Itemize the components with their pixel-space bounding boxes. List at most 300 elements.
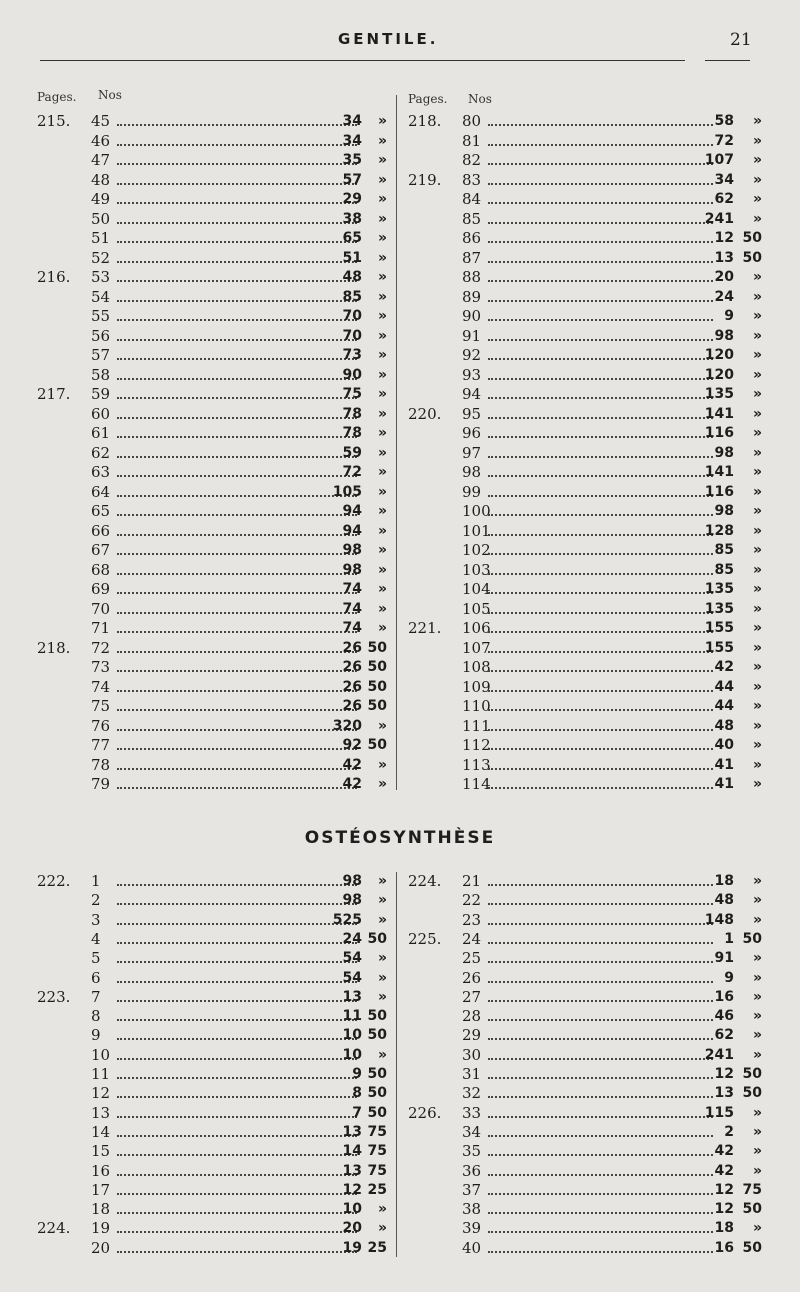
table-row — [408, 424, 762, 444]
price-francs: 26 — [342, 639, 362, 656]
price-centimes: » — [377, 464, 387, 480]
price-centimes: » — [752, 542, 762, 558]
item-number: 10 — [91, 1045, 111, 1064]
table-row — [37, 1219, 387, 1239]
table-row — [37, 1026, 387, 1046]
dot-leader — [117, 1199, 357, 1214]
price-centimes: 50 — [367, 1066, 387, 1082]
dot-leader — [488, 579, 713, 594]
item-number: 89 — [462, 287, 482, 306]
item-number: 60 — [91, 404, 111, 423]
dot-leader — [488, 228, 713, 243]
price-francs: 34 — [714, 171, 734, 188]
dot-leader — [117, 1083, 357, 1098]
item-number: 47 — [91, 151, 111, 169]
item-number: 82 — [462, 151, 482, 169]
table-row — [37, 112, 387, 132]
price-centimes: » — [752, 210, 762, 227]
dot-leader — [488, 1141, 713, 1156]
table-row — [37, 327, 387, 347]
price-centimes: » — [752, 327, 762, 344]
table-row — [37, 1065, 387, 1085]
dot-leader — [117, 423, 357, 438]
price-centimes: » — [377, 269, 387, 285]
table-row — [37, 911, 387, 931]
dot-leader — [488, 267, 713, 282]
item-number: 5 — [91, 949, 101, 968]
dot-leader — [117, 1141, 357, 1156]
item-number: 98 — [462, 463, 482, 481]
price-francs: 35 — [342, 152, 362, 168]
price-centimes: » — [377, 522, 387, 539]
item-number: 86 — [462, 229, 482, 247]
table-row — [37, 307, 387, 327]
page-ref: 215. — [37, 112, 71, 130]
price-francs: 74 — [342, 600, 362, 617]
table-row — [408, 444, 762, 464]
dot-leader — [488, 735, 713, 750]
price-francs: 62 — [714, 1027, 734, 1044]
item-number: 88 — [462, 268, 482, 286]
price-centimes: » — [377, 503, 387, 519]
dot-leader — [117, 1006, 357, 1021]
price-francs: 98 — [342, 542, 362, 558]
dot-leader — [488, 1218, 713, 1233]
table-row — [37, 346, 387, 366]
item-number: 95 — [462, 404, 482, 423]
dot-leader — [117, 1180, 357, 1195]
dot-leader — [117, 638, 357, 653]
dot-leader — [488, 871, 713, 886]
price-francs: 9 — [352, 1066, 362, 1082]
price-francs: 90 — [342, 366, 362, 383]
table-row — [37, 210, 387, 230]
price-francs: 16 — [714, 1239, 734, 1256]
dot-leader — [117, 1238, 357, 1253]
item-number: 58 — [91, 365, 111, 384]
dot-leader — [117, 1064, 357, 1079]
item-number: 66 — [91, 521, 111, 540]
price-francs: 26 — [342, 659, 362, 675]
price-francs: 115 — [704, 1104, 734, 1121]
dot-leader — [488, 170, 713, 185]
price-centimes: » — [752, 561, 762, 578]
dot-leader — [488, 111, 713, 126]
table-row — [37, 171, 387, 191]
item-number: 107 — [462, 638, 491, 657]
price-centimes: » — [752, 873, 762, 889]
table-row — [408, 1200, 762, 1220]
table-row — [37, 1046, 387, 1066]
dot-leader — [117, 871, 357, 886]
dot-leader — [117, 482, 357, 497]
item-number: 55 — [91, 307, 111, 325]
dot-leader — [117, 521, 357, 536]
price-centimes: » — [752, 366, 762, 383]
price-francs: 12 — [714, 230, 734, 246]
item-number: 85 — [462, 209, 482, 228]
price-centimes: » — [752, 756, 762, 773]
item-number: 38 — [462, 1200, 482, 1219]
table-row — [408, 171, 762, 191]
table-row — [37, 619, 387, 639]
dot-leader — [488, 150, 713, 165]
item-number: 77 — [91, 736, 111, 754]
dot-leader — [117, 735, 357, 750]
price-francs: 54 — [342, 950, 362, 967]
dot-leader — [117, 1025, 357, 1040]
page-ref: 225. — [408, 929, 442, 948]
price-francs: 40 — [714, 737, 734, 753]
price-centimes: » — [377, 911, 387, 928]
item-number: 106 — [462, 619, 491, 637]
price-francs: 107 — [704, 152, 734, 168]
price-centimes: » — [377, 386, 387, 402]
table-row — [408, 872, 762, 892]
price-francs: 20 — [342, 1220, 362, 1237]
item-number: 32 — [462, 1084, 482, 1103]
price-centimes: » — [377, 776, 387, 792]
table-row — [408, 366, 762, 386]
item-number: 69 — [91, 580, 111, 598]
dot-leader — [117, 170, 357, 185]
price-francs: 78 — [342, 405, 362, 422]
dot-leader — [488, 968, 713, 983]
col-header-pages-left: Pages. — [37, 90, 77, 104]
item-number: 54 — [91, 287, 111, 306]
table-row — [37, 1104, 387, 1124]
price-francs: 10 — [342, 1046, 362, 1063]
column-divider-top — [396, 95, 397, 790]
price-francs: 116 — [704, 483, 734, 500]
item-number: 29 — [462, 1026, 482, 1045]
price-francs: 148 — [704, 911, 734, 928]
table-row — [408, 1142, 762, 1162]
table-row — [408, 1162, 762, 1182]
price-centimes: » — [752, 698, 762, 714]
price-centimes: 50 — [742, 249, 762, 266]
item-number: 12 — [91, 1084, 111, 1103]
price-centimes: » — [752, 1104, 762, 1121]
dot-leader — [488, 248, 713, 263]
dot-leader — [488, 910, 713, 925]
table-row — [37, 639, 387, 659]
table-row — [37, 190, 387, 210]
price-centimes: » — [752, 1123, 762, 1140]
price-francs: 2 — [724, 1123, 734, 1140]
price-centimes: 50 — [367, 659, 387, 675]
item-number: 35 — [462, 1142, 482, 1161]
price-centimes: » — [377, 542, 387, 558]
table-row — [37, 561, 387, 581]
dot-leader — [117, 287, 357, 302]
price-francs: 85 — [714, 561, 734, 578]
dot-leader — [117, 189, 357, 204]
table-row — [408, 736, 762, 756]
price-francs: 42 — [714, 1143, 734, 1160]
item-number: 73 — [91, 658, 111, 676]
price-francs: 42 — [342, 756, 362, 773]
price-centimes: » — [377, 950, 387, 967]
dot-leader — [488, 326, 713, 341]
item-number: 46 — [91, 131, 111, 150]
price-centimes: » — [377, 347, 387, 363]
table-row — [408, 697, 762, 717]
page-ref: 224. — [408, 872, 442, 890]
table-row — [408, 210, 762, 230]
item-number: 59 — [91, 385, 111, 403]
table-row — [408, 268, 762, 288]
dot-leader — [488, 501, 713, 516]
price-francs: 120 — [704, 366, 734, 383]
dot-leader — [117, 131, 357, 146]
table-row — [37, 717, 387, 737]
page-ref: 217. — [37, 385, 71, 403]
dot-leader — [488, 306, 713, 321]
table-row — [37, 1123, 387, 1143]
item-number: 3 — [91, 910, 101, 929]
price-francs: 525 — [332, 911, 362, 928]
price-francs: 12 — [714, 1201, 734, 1218]
table-row — [408, 346, 762, 366]
table-row — [408, 930, 762, 950]
item-number: 36 — [462, 1161, 482, 1180]
section-title-osteosynthese: OSTÉOSYNTHÈSE — [304, 828, 496, 848]
price-centimes: 50 — [367, 639, 387, 656]
table-row — [408, 891, 762, 911]
price-centimes: » — [752, 1027, 762, 1044]
dot-leader — [488, 404, 713, 419]
price-francs: 13 — [342, 1123, 362, 1140]
dot-leader — [488, 755, 713, 770]
dot-leader — [117, 599, 357, 614]
price-francs: 85 — [714, 542, 734, 558]
item-number: 23 — [462, 910, 482, 929]
dot-leader — [117, 150, 357, 165]
dot-leader — [488, 521, 713, 536]
page-ref: 222. — [37, 872, 71, 890]
dot-leader — [488, 774, 713, 789]
price-centimes: » — [752, 1162, 762, 1179]
price-francs: 41 — [714, 756, 734, 773]
table-row — [408, 1046, 762, 1066]
item-number: 31 — [462, 1065, 482, 1083]
dot-leader — [117, 579, 357, 594]
item-number: 71 — [91, 619, 111, 637]
table-row — [408, 988, 762, 1008]
price-centimes: » — [752, 405, 762, 422]
price-centimes: » — [752, 444, 762, 461]
item-number: 96 — [462, 424, 482, 442]
item-number: 78 — [91, 755, 111, 774]
item-number: 79 — [91, 775, 111, 793]
price-francs: 16 — [714, 988, 734, 1005]
price-francs: 13 — [342, 988, 362, 1005]
item-number: 108 — [462, 658, 491, 676]
dot-leader — [488, 384, 713, 399]
table-row — [37, 229, 387, 249]
item-number: 102 — [462, 541, 491, 559]
price-francs: 155 — [704, 639, 734, 656]
page-ref: 224. — [37, 1219, 71, 1238]
table-row — [408, 1239, 762, 1259]
dot-leader — [117, 1103, 357, 1118]
item-number: 91 — [462, 326, 482, 345]
dot-leader — [488, 1103, 713, 1118]
price-centimes: » — [752, 950, 762, 967]
item-number: 13 — [91, 1103, 111, 1122]
price-francs: 24 — [342, 930, 362, 947]
item-number: 76 — [91, 716, 111, 735]
price-centimes: 50 — [367, 1008, 387, 1025]
price-centimes: » — [752, 191, 762, 207]
price-francs: 72 — [714, 132, 734, 149]
table-row — [408, 463, 762, 483]
price-francs: 42 — [714, 1162, 734, 1179]
item-number: 64 — [91, 482, 111, 501]
price-francs: 116 — [704, 425, 734, 441]
price-centimes: » — [377, 756, 387, 773]
price-francs: 41 — [714, 776, 734, 792]
dot-leader — [117, 948, 357, 963]
table-row — [408, 911, 762, 931]
price-centimes: 50 — [742, 1085, 762, 1102]
price-centimes: 50 — [367, 678, 387, 695]
price-francs: 70 — [342, 327, 362, 344]
dot-leader — [488, 189, 713, 204]
price-centimes: » — [377, 249, 387, 266]
item-number: 24 — [462, 929, 482, 948]
price-centimes: » — [752, 776, 762, 792]
dot-leader — [488, 929, 713, 944]
price-francs: 13 — [714, 1085, 734, 1102]
price-francs: 58 — [714, 113, 734, 129]
price-centimes: 50 — [367, 698, 387, 714]
dot-leader — [117, 677, 357, 692]
dot-leader — [488, 1238, 713, 1253]
item-number: 110 — [462, 697, 491, 715]
dot-leader — [488, 1161, 713, 1176]
table-row — [408, 639, 762, 659]
table-row — [408, 229, 762, 249]
price-centimes: 50 — [367, 1104, 387, 1121]
table-row — [408, 288, 762, 308]
table-row — [408, 327, 762, 347]
price-francs: 241 — [704, 210, 734, 227]
price-francs: 98 — [714, 444, 734, 461]
item-number: 114 — [462, 775, 491, 793]
price-francs: 13 — [714, 249, 734, 266]
table-row — [408, 561, 762, 581]
price-centimes: » — [377, 1201, 387, 1218]
price-centimes: 25 — [367, 1239, 387, 1256]
price-centimes: » — [752, 1046, 762, 1063]
table-row — [408, 307, 762, 327]
dot-leader — [488, 1025, 713, 1040]
item-number: 113 — [462, 755, 491, 774]
table-row — [408, 1181, 762, 1201]
item-number: 49 — [91, 190, 111, 208]
item-number: 75 — [91, 697, 111, 715]
table-row — [37, 463, 387, 483]
dot-leader — [488, 948, 713, 963]
dot-leader — [117, 716, 357, 731]
price-francs: 8 — [352, 1085, 362, 1102]
table-row — [37, 1200, 387, 1220]
price-francs: 18 — [714, 1220, 734, 1237]
price-francs: 19 — [342, 1239, 362, 1256]
price-francs: 38 — [342, 210, 362, 227]
price-centimes: 50 — [367, 930, 387, 947]
price-centimes: » — [752, 522, 762, 539]
table-row — [408, 112, 762, 132]
price-centimes: » — [752, 678, 762, 695]
item-number: 14 — [91, 1122, 111, 1141]
col-header-nos-right: Nos — [468, 92, 492, 106]
price-francs: 51 — [342, 249, 362, 266]
price-francs: 10 — [342, 1027, 362, 1044]
item-number: 105 — [462, 599, 491, 618]
price-centimes: » — [377, 717, 387, 734]
dot-leader — [117, 267, 357, 282]
price-centimes: » — [752, 1220, 762, 1237]
table-row — [37, 697, 387, 717]
table-row — [408, 658, 762, 678]
price-centimes: » — [752, 425, 762, 441]
dot-leader — [117, 774, 357, 789]
price-francs: 75 — [342, 386, 362, 402]
price-centimes: » — [377, 444, 387, 461]
item-number: 111 — [462, 716, 491, 735]
item-number: 109 — [462, 677, 491, 696]
table-row — [37, 969, 387, 989]
col-header-pages-right: Pages. — [408, 92, 448, 106]
price-centimes: » — [752, 659, 762, 675]
price-francs: 26 — [342, 698, 362, 714]
price-centimes: » — [752, 464, 762, 480]
item-number: 70 — [91, 599, 111, 618]
item-number: 56 — [91, 326, 111, 345]
price-francs: 94 — [342, 522, 362, 539]
price-francs: 98 — [714, 327, 734, 344]
price-francs: 9 — [724, 308, 734, 324]
price-centimes: » — [377, 366, 387, 383]
price-centimes: » — [377, 152, 387, 168]
table-row — [37, 249, 387, 269]
price-francs: 11 — [342, 1008, 362, 1025]
table-row — [408, 405, 762, 425]
dot-leader — [117, 890, 357, 905]
price-centimes: » — [752, 620, 762, 636]
item-number: 100 — [462, 502, 491, 520]
table-row — [37, 483, 387, 503]
item-number: 16 — [91, 1161, 111, 1180]
dot-leader — [117, 404, 357, 419]
item-number: 63 — [91, 463, 111, 481]
price-francs: 92 — [342, 737, 362, 753]
price-francs: 1 — [724, 930, 734, 947]
table-row — [37, 775, 387, 795]
price-francs: 98 — [342, 873, 362, 889]
item-number: 22 — [462, 891, 482, 910]
price-centimes: » — [752, 347, 762, 363]
table-row — [408, 1026, 762, 1046]
price-centimes: » — [377, 405, 387, 422]
price-francs: 46 — [714, 1008, 734, 1025]
price-centimes: » — [752, 969, 762, 986]
item-number: 11 — [91, 1065, 111, 1083]
item-number: 87 — [462, 248, 482, 267]
